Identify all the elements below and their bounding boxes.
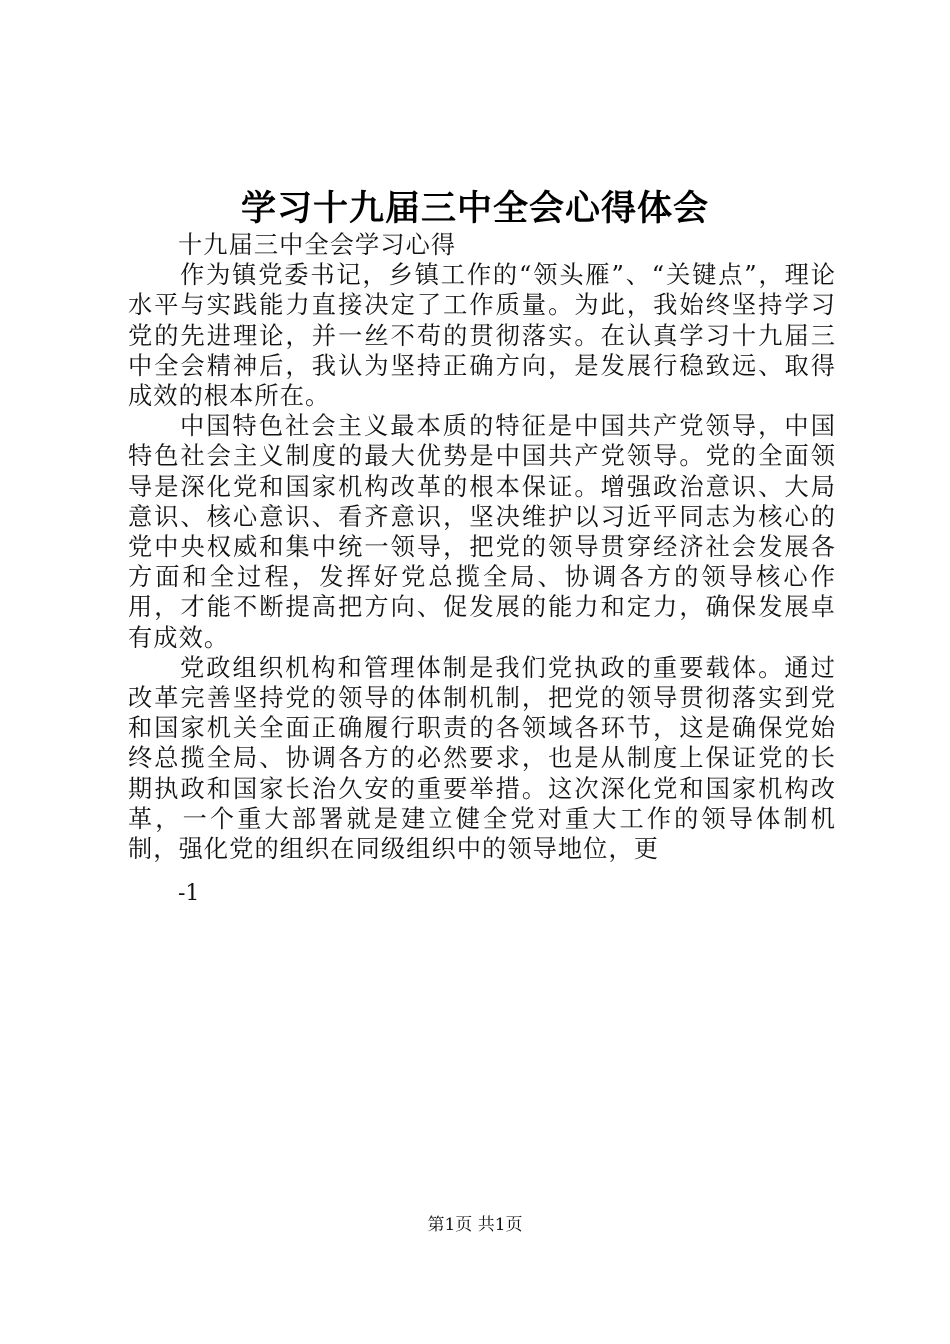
page-mark: -1 — [178, 881, 200, 906]
paragraph: 党政组织机构和管理体制是我们党执政的重要载体。通过改革完善坚持党的领导的体制机制，把党的领导贯彻落实到党和国家机关全面正确履行职责的各领域各环节，这是确保党始终总揽全局、协调各方的必然要求，也是从制度上保证党的长期执政和国家长治久安的重要举措。这次深化党和国家机构改革，一个重大部署就是建立健全党对重大工作的领导体制机制，强化党的组织在同级组织中的领导地位，更 — [128, 653, 836, 864]
paragraph: 作为镇党委书记，乡镇工作的“领头雁”、“关键点”，理论水平与实践能力直接决定了工作质量。为此，我始终坚持学习党的先进理论，并一丝不苟的贯彻落实。在认真学习十九届三中全会精神后，我认为坚持正确方向，是发展行稳致远、取得成效的根本所在。 — [128, 261, 836, 411]
document-subtitle: 十九届三中全会学习心得 — [178, 231, 457, 259]
document-title: 学习十九届三中全会心得体会 — [240, 188, 709, 229]
page-footer: 第1页 共1页 — [427, 1215, 523, 1235]
paragraph: 中国特色社会主义最本质的特征是中国共产党领导，中国特色社会主义制度的最大优势是中国共产党领导。党的全面领导是深化党和国家机构改革的根本保证。增强政治意识、大局意识、核心意识、看齐意识，坚决维护以习近平同志为核心的党中央权威和集中统一领导，把党的领导贯穿经济社会发展各方面和全过程，发挥好党总揽全局、协调各方的领导核心作用，才能不断提高把方向、促发展的能力和定力，确保发展卓有成效。 — [128, 412, 836, 652]
document-body — [128, 230, 836, 864]
